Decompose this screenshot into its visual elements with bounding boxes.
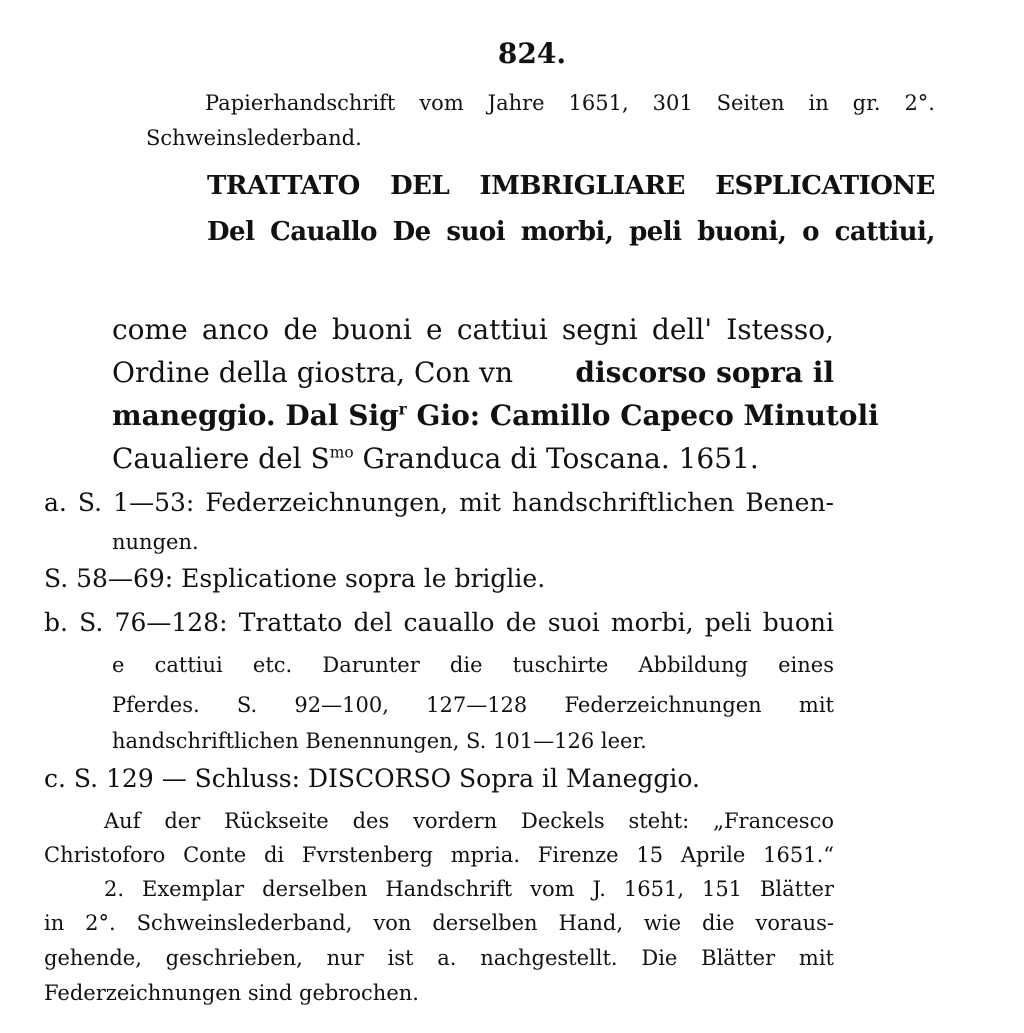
contents-a-line-2: nungen. (112, 530, 199, 554)
title-line-5-a: maneggio. Dal Sig (112, 399, 399, 432)
contents-b-line-3: Pferdes. S. 92—100, 127—128 Federzeichnungen mit (112, 693, 834, 717)
notes-p2-line-4: Federzeichnungen sind gebrochen. (44, 981, 419, 1005)
title-line-4 (112, 356, 834, 389)
header-line-1: Papierhandschrift vom Jahre 1651, 301 Seiten in gr. 2°. (205, 91, 935, 115)
title-line-6-sup: mo (329, 443, 354, 462)
title-line-2: Del Cauallo De suoi morbi, peli buoni, o cattiui, (207, 217, 935, 247)
contents-a-line-1: a. S. 1—53: Federzeichnungen, mit handschriftlichen Benen- (44, 488, 834, 517)
contents-b-line-4: handschriftlichen Benennungen, S. 101—126 leer. (112, 729, 647, 753)
notes-p2-line-2: in 2°. Schweinslederband, von derselben Hand, wie die voraus- (44, 911, 834, 935)
title-line-5-b: Gio: Camillo Capeco Minutoli (406, 399, 879, 432)
notes-p1-line-2: Christoforo Conte di Fvrstenberg mpria. Firenze 15 Aprile 1651.“ (44, 843, 834, 867)
contents-c-line-1: c. S. 129 — Schluss: DISCORSO Sopra il Maneggio. (44, 764, 700, 793)
title-line-6 (112, 442, 759, 475)
contents-b-line-2: e cattiui etc. Darunter die tuschirte Abbildung eines (112, 653, 834, 677)
title-line-5 (112, 399, 879, 432)
title-line-4-bold: discorso sopra il (575, 356, 834, 389)
page-number: 824. (497, 37, 567, 70)
contents-s58-line: S. 58—69: Esplicatione sopra le briglie. (44, 564, 546, 593)
title-line-4-plain: Ordine della giostra, Con vn (112, 356, 514, 389)
title-line-6-a: Caualiere del S (112, 442, 330, 475)
header-line-2: Schweinslederband. (146, 126, 362, 150)
notes-p1-line-1: Auf der Rückseite des vordern Deckels steht: „Francesco (104, 809, 834, 833)
title-line-6-b: Granduca di Toscana. 1651. (353, 442, 759, 475)
title-line-3: come anco de buoni e cattiui segni dell' Istesso, (112, 313, 834, 346)
contents-b-line-1: b. S. 76—128: Trattato del cauallo de suoi morbi, peli buoni (44, 608, 834, 637)
title-line-1: TRATTATO DEL IMBRIGLIARE ESPLICATIONE (207, 171, 935, 201)
title-line-5-sup: r (398, 400, 407, 419)
notes-p2-line-1: 2. Exemplar derselben Handschrift vom J. 1651, 151 Blätter (104, 877, 834, 901)
notes-p2-line-3: gehende, geschrieben, nur ist a. nachgestellt. Die Blätter mit (44, 946, 834, 970)
